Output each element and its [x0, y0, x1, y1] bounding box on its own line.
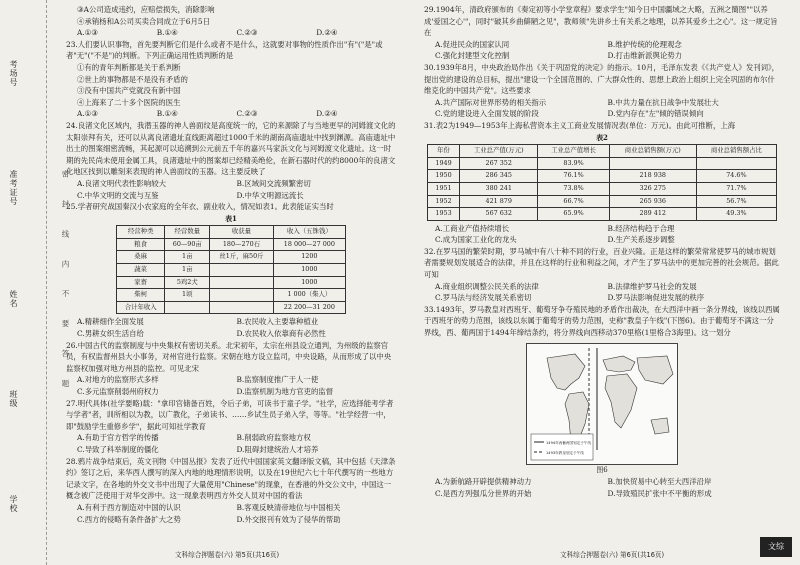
table-cell: 1亩 [165, 251, 210, 264]
figure-6-caption: 图6 [596, 465, 608, 474]
option-a[interactable]: A.有利于西方制造对中国的认识 [77, 502, 181, 512]
q29-stem: 29.1904年，清政府颁布的《奏定初等小学堂章程》要求学生"知今日中国疆域之大略，五洲之簡图""以养成'爱国之心'"，同时"破其乡曲僻陋之见"，教师须"先讲乡土有关系之地理，以养其爱乡土之心"。这一规定旨在 [424, 5, 778, 38]
option-c[interactable]: C.②③ [236, 109, 258, 119]
table-row [428, 208, 777, 221]
table-cell: 1949 [428, 157, 460, 170]
class-label: 班级 [9, 390, 18, 408]
table-cell: 粮食 [117, 238, 165, 251]
binding-margin [0, 0, 47, 565]
q25-options [66, 316, 396, 339]
table-cell: 76.1% [538, 170, 609, 183]
exam-room-label: 考场号 [9, 60, 18, 87]
table-cell: 1 000（柴人） [273, 289, 345, 302]
table-row [428, 182, 777, 195]
option-a[interactable]: A.有助于官方哲学的传播 [77, 433, 159, 443]
option-d[interactable]: D.外交报刊有效为了侵华的帮助 [236, 514, 341, 524]
table-cell: 1顷 [165, 289, 210, 302]
table-1 [116, 225, 346, 314]
legend-label-1493: 1493年教皇划定子午线 [546, 450, 584, 455]
table-header-row [428, 145, 777, 158]
table-row [428, 170, 777, 183]
q28-stem: 28.鸦片战争结束后，英文刊物《中国丛报》发表了近代中国国家英文翻译版文稿，其中包括《天津条约》签订之后，来华西人撰写的深入内地的地理情形说明，以及在19世纪六七十年代撰写的一些地方记录文字，在各地的外交文书中出现了大量使用"Chinese"的现象，在香港的外交公文中，中国这一概念被广泛使用于对华交涉中。这一现象表明西方外交人员对中国的看法 [66, 456, 396, 501]
q32-stem: 32.在罗马国的繁荣时期，罗马城中有八十种不同的行业，百业兴隆。正是这样的繁荣常常使罗马的城市规划者需要规划发展适合的法律，并且在这样的行业和利益之间，才产生了罗马法中的更加完善的社会规范。据此可知 [424, 246, 779, 280]
school-label: 学校 [9, 495, 18, 513]
ticket-number-label: 准考证号 [9, 170, 18, 206]
option-a[interactable]: A.工商业产值持续增长 [435, 223, 510, 233]
table-cell: 1953 [428, 208, 460, 221]
legend-label-1494: 1494年西葡两国划定子午线 [546, 440, 592, 445]
q23-options [66, 108, 396, 120]
table-row [117, 276, 346, 289]
table-cell [609, 157, 696, 170]
table-cell: 218 938 [609, 170, 696, 183]
world-map-figure [526, 343, 678, 465]
right-page-footer: 文科综合押题卷(六) 第6页(共16页) [560, 551, 665, 559]
option-c[interactable]: C.是西方列强瓜分世界的开始 [435, 488, 532, 498]
table-cell: 421 879 [460, 195, 538, 208]
table-row [117, 289, 346, 302]
q32-options [424, 281, 780, 304]
table-header-cell: 工业总产值增长 [538, 145, 609, 158]
q28-options [66, 502, 396, 525]
q29-options [424, 39, 780, 62]
table-cell: 326 275 [609, 182, 696, 195]
table-cell: 289 412 [609, 208, 696, 221]
q24-options [66, 178, 396, 201]
option-b[interactable]: B.客观反映清帝地位与中国相关 [236, 502, 341, 512]
right-column [424, 4, 780, 499]
q23-stem: 23.人们要认识事物，首先要判断它们是什么或者不是什么，这就要对事物的性质作出"有"("是"或者"无"("不是")的判断。下列正确运用性质判断的是 [66, 39, 383, 61]
table-header-cell: 商业总销售额占比 [696, 145, 776, 158]
table-cell: 合计年收入 [117, 301, 165, 314]
option-a[interactable]: A.共产国际对世界形势的相关指示 [435, 97, 547, 107]
table-cell: 1000 [273, 264, 345, 277]
option-d[interactable]: D.党内存在"左"倾的错误倾向 [607, 109, 704, 119]
map-drawing [527, 344, 677, 464]
table-cell [210, 289, 274, 302]
option-a[interactable]: A.对地方的监察形式多样 [77, 375, 159, 385]
option-c[interactable]: C.党的建设进入全面发展的阶段 [435, 109, 539, 119]
table-cell: 1951 [428, 182, 460, 195]
name-label: 姓名 [9, 290, 18, 308]
option-b[interactable]: B.监察制度推广于人一使 [236, 375, 319, 385]
table-header-cell: 年份 [428, 145, 460, 158]
table-cell: 5鸡2犬 [165, 276, 210, 289]
seal-line-notice: 密 封 线 内 不 要 答 题 [61, 170, 70, 397]
option-d[interactable]: D.打击维新派舆论势力 [607, 51, 683, 61]
table-2 [427, 144, 777, 221]
table-header-row [117, 226, 346, 239]
table-header-cell: 经营数量 [165, 226, 210, 239]
q23-item-1: ①有的青年判断都是关于系判断 [77, 62, 181, 72]
table-header-cell: 收入（五铢钱） [273, 226, 345, 239]
table-cell: 桑麻 [117, 251, 165, 264]
table-cell: 71.7% [696, 182, 776, 195]
table-cell: 567 632 [460, 208, 538, 221]
table-cell: 380 241 [460, 182, 538, 195]
q25-stem: 25.学者研究战国秦汉小农家庭的全年衣、副业收入，情况如表1。此表能证实当时 [66, 202, 334, 212]
table-cell: 60—90亩 [165, 238, 210, 251]
q33-options [424, 476, 780, 499]
table-row [117, 301, 346, 314]
option-d[interactable]: D.罗马法影响促进发展的秩序 [607, 293, 705, 303]
option-a[interactable]: A.为新航路开辟提供精神动力 [435, 477, 532, 487]
option-b[interactable]: B.区域间交流频繁密切 [236, 178, 311, 188]
table-cell: 265 936 [609, 195, 696, 208]
table-row [117, 251, 346, 264]
q26-stem: 26.中国古代的监察制度与中央集权有密切关系。北宋初年，太宗在州县设立通判，为州级的监察官员，有权监督州县大小事务，对州官进行监察。宋朝在地方设立监司，中央设路，从而形成了以中央监察权加强对地方州县的监控。可见北宋 [66, 340, 392, 373]
table-1-caption: 表1 [225, 213, 237, 223]
q30-stem: 30.1939年8月，中央政治局作出《关于巩固党的决定》的指示。10月，毛泽东发表《《共产党人》发刊词》，提出党的建设的总目标，提出"建设一个全国范围的、广大群众性的、思想上政治上组织上完全巩固的布尔什维克化的中国共产党"。这些要求 [424, 62, 780, 96]
table-header-cell: 经营种类 [117, 226, 165, 239]
table-cell: 蔬菜 [117, 264, 165, 277]
option-c[interactable]: C.强化封建型文化控制 [435, 51, 510, 61]
table-cell: 180—270石 [210, 238, 274, 251]
option-a[interactable]: A.商业组织调整公民关系的法律 [435, 281, 539, 291]
q23-item-3: ③没有中国共产党就没有新中国 [77, 86, 181, 96]
option-c[interactable]: C.男耕女织生活自给 [77, 329, 144, 339]
table-row [428, 195, 777, 208]
table-cell: 66.7% [538, 195, 609, 208]
option-b[interactable]: B.①④ [156, 109, 178, 119]
table-header-cell: 收获量 [210, 226, 274, 239]
table-cell: 286 345 [460, 170, 538, 183]
q31-stem: 31.表2为1949—1953年上海私营资本主义工商业发展情况表(单位：万元)。由此可推断，上海 [424, 120, 736, 130]
option-c[interactable]: C.导致了科举制度的僵化 [77, 444, 159, 454]
option-d[interactable]: D.中华文明源远流长 [236, 190, 304, 200]
left-column [66, 4, 396, 525]
left-page-footer: 文科综合押题卷(六) 第5页(共16页) [175, 551, 280, 559]
q23-item-2: ②世上的事物都是不是没有矛盾的 [77, 74, 188, 84]
option-d[interactable]: D.阻碍封建统治人才培养 [236, 444, 319, 454]
option-c[interactable]: C.多元监察削弱州府权力 [77, 387, 159, 396]
table-cell: 柴柯 [117, 289, 165, 302]
option-d[interactable]: D.生产关系逐步调整 [607, 235, 675, 245]
table-cell: 83.9% [538, 157, 609, 170]
table-cell [165, 301, 210, 314]
option-d[interactable]: D.②④ [316, 109, 338, 119]
table-cell: 家畜 [117, 276, 165, 289]
option-a[interactable]: A.①③ [77, 109, 98, 119]
q27-options [66, 432, 396, 455]
option-c[interactable]: C.②③ [236, 28, 258, 38]
option-b[interactable]: B.削弱政府监察地方权 [236, 433, 311, 443]
table-cell: 1200 [273, 251, 345, 264]
top-line-2: ④承销杨和A公司买卖合同成立于6月5日 [77, 16, 210, 26]
option-c[interactable]: C.西方的侵略有条件备扩大之势 [77, 514, 181, 524]
option-d[interactable]: D.②④ [316, 28, 338, 38]
table-cell: 49.3% [696, 208, 776, 221]
table-header-cell: 商业总销售额(万元) [609, 145, 696, 158]
table-cell: 1952 [428, 195, 460, 208]
top-line-1: ③A公司造成违约，应赔偿损失，消除影响 [77, 5, 215, 14]
table-row [428, 157, 777, 170]
table-cell [210, 301, 274, 314]
option-a[interactable]: A.促进民众的国家认同 [435, 39, 510, 49]
table-cell: 1亩 [165, 264, 210, 277]
table-cell [210, 276, 274, 289]
q27-stem: 27.明代具体(社学要略)载："拿印官储备百姓，令后子弟，可读书于童子学。"社学，应选择能考学者与学者"者，训所相以为教，以广教化，子弟读书、……乡试生员子弟入学，等等。"社学经营一中，即"鼓励学生重修乡学"，据此可知社学教育 [66, 398, 394, 431]
option-d[interactable]: D.农民收入依靠商有必然性 [236, 329, 326, 339]
table-cell: 267 352 [460, 157, 538, 170]
option-b[interactable]: B.维护传统的伦理观念 [607, 39, 682, 49]
table-cell [210, 264, 274, 277]
table-cell: 1950 [428, 170, 460, 183]
table-row [117, 238, 346, 251]
q23-item-4: ④上海来了二十多个医院的医生 [77, 97, 181, 107]
q31-options [424, 223, 780, 246]
option-c[interactable]: C.罗马法与经济发展关系密切 [435, 293, 532, 303]
table-row [117, 264, 346, 277]
option-a[interactable]: A.良渚文明代表性影响较大 [77, 178, 166, 188]
table-cell: 18 000—27 000 [273, 238, 345, 251]
table-cell: 1000 [273, 276, 345, 289]
option-b[interactable]: B.经济结构趋于合理 [607, 223, 675, 233]
option-a[interactable]: A.①③ [77, 28, 98, 38]
option-b[interactable]: B.农民收入主要靠种植业 [236, 317, 319, 327]
q33-stem: 33.1493年，罗马教皇对西班牙、葡萄牙争夺殖民地的矛盾作出裁决，在大西洋中画一条分界线，该线以西属于西班牙的势力范围，该线以东属于葡萄牙的势力范围，史称"教皇子午线"(下图6)。由于葡萄牙不满这一分界线，西、葡两国于1494年缔结条约，将分界线向西移动370里格(1里格合3海里)。这一划分 [424, 304, 780, 338]
option-b[interactable]: B.中共力量在抗日战争中发展壮大 [607, 97, 719, 107]
top-options [66, 27, 396, 39]
table-cell: 73.8% [538, 182, 609, 195]
table-cell: 65.9% [538, 208, 609, 221]
q24-stem: 24.良渚文化区域内，我潜玉器的神人兽面纹是高度统一的，它的来源除了与当地更早的河姆渡文化的太阳崇拜有关，还可以从离良渚遗址直线距离超过1000千米的湖南高庙遗址中找到渊源。高庙遗址中出土的图案细密流畅，其起源可以追溯到公元前五千年的嘉兴马家浜文化与河姆渡文化遗址。这一时期的先民尚未使用金属工具，良渚遗址中的图案却已经精美绝伦，在新石器时代的约8000年的良渚文化地区找到以雕刻来表现的神人兽面纹的玉器。这主要反映了 [66, 120, 396, 177]
table-cell: 56.7% [696, 195, 776, 208]
subject-badge: 文综 [760, 537, 792, 557]
table-cell [696, 157, 776, 170]
option-c[interactable]: C.成为国家工业化的龙头 [435, 235, 517, 245]
table-header-cell: 工业总产值(万元) [460, 145, 538, 158]
q26-options [66, 374, 396, 397]
option-d[interactable]: D.导致殖民扩张中不平衡的形成 [607, 488, 712, 498]
table-cell: 22 200—31 200 [273, 301, 345, 314]
option-b[interactable]: B.加快贸易中心转至大西洋沿岸 [607, 477, 712, 487]
option-b[interactable]: B.法律维护罗马社会的发展 [607, 281, 697, 291]
option-b[interactable]: B.①④ [156, 28, 178, 38]
table-cell: 丝1斤，麻50斤 [210, 251, 274, 264]
table-cell: 74.6% [696, 170, 776, 183]
option-d[interactable]: D.监察机制为地方官吏的监督 [236, 387, 334, 396]
option-a[interactable]: A.精耕细作全面发展 [77, 317, 144, 327]
option-c[interactable]: C.中华文明的交流与互鉴 [77, 190, 159, 200]
q30-options [424, 97, 780, 120]
table-2-caption: 表2 [596, 132, 608, 142]
